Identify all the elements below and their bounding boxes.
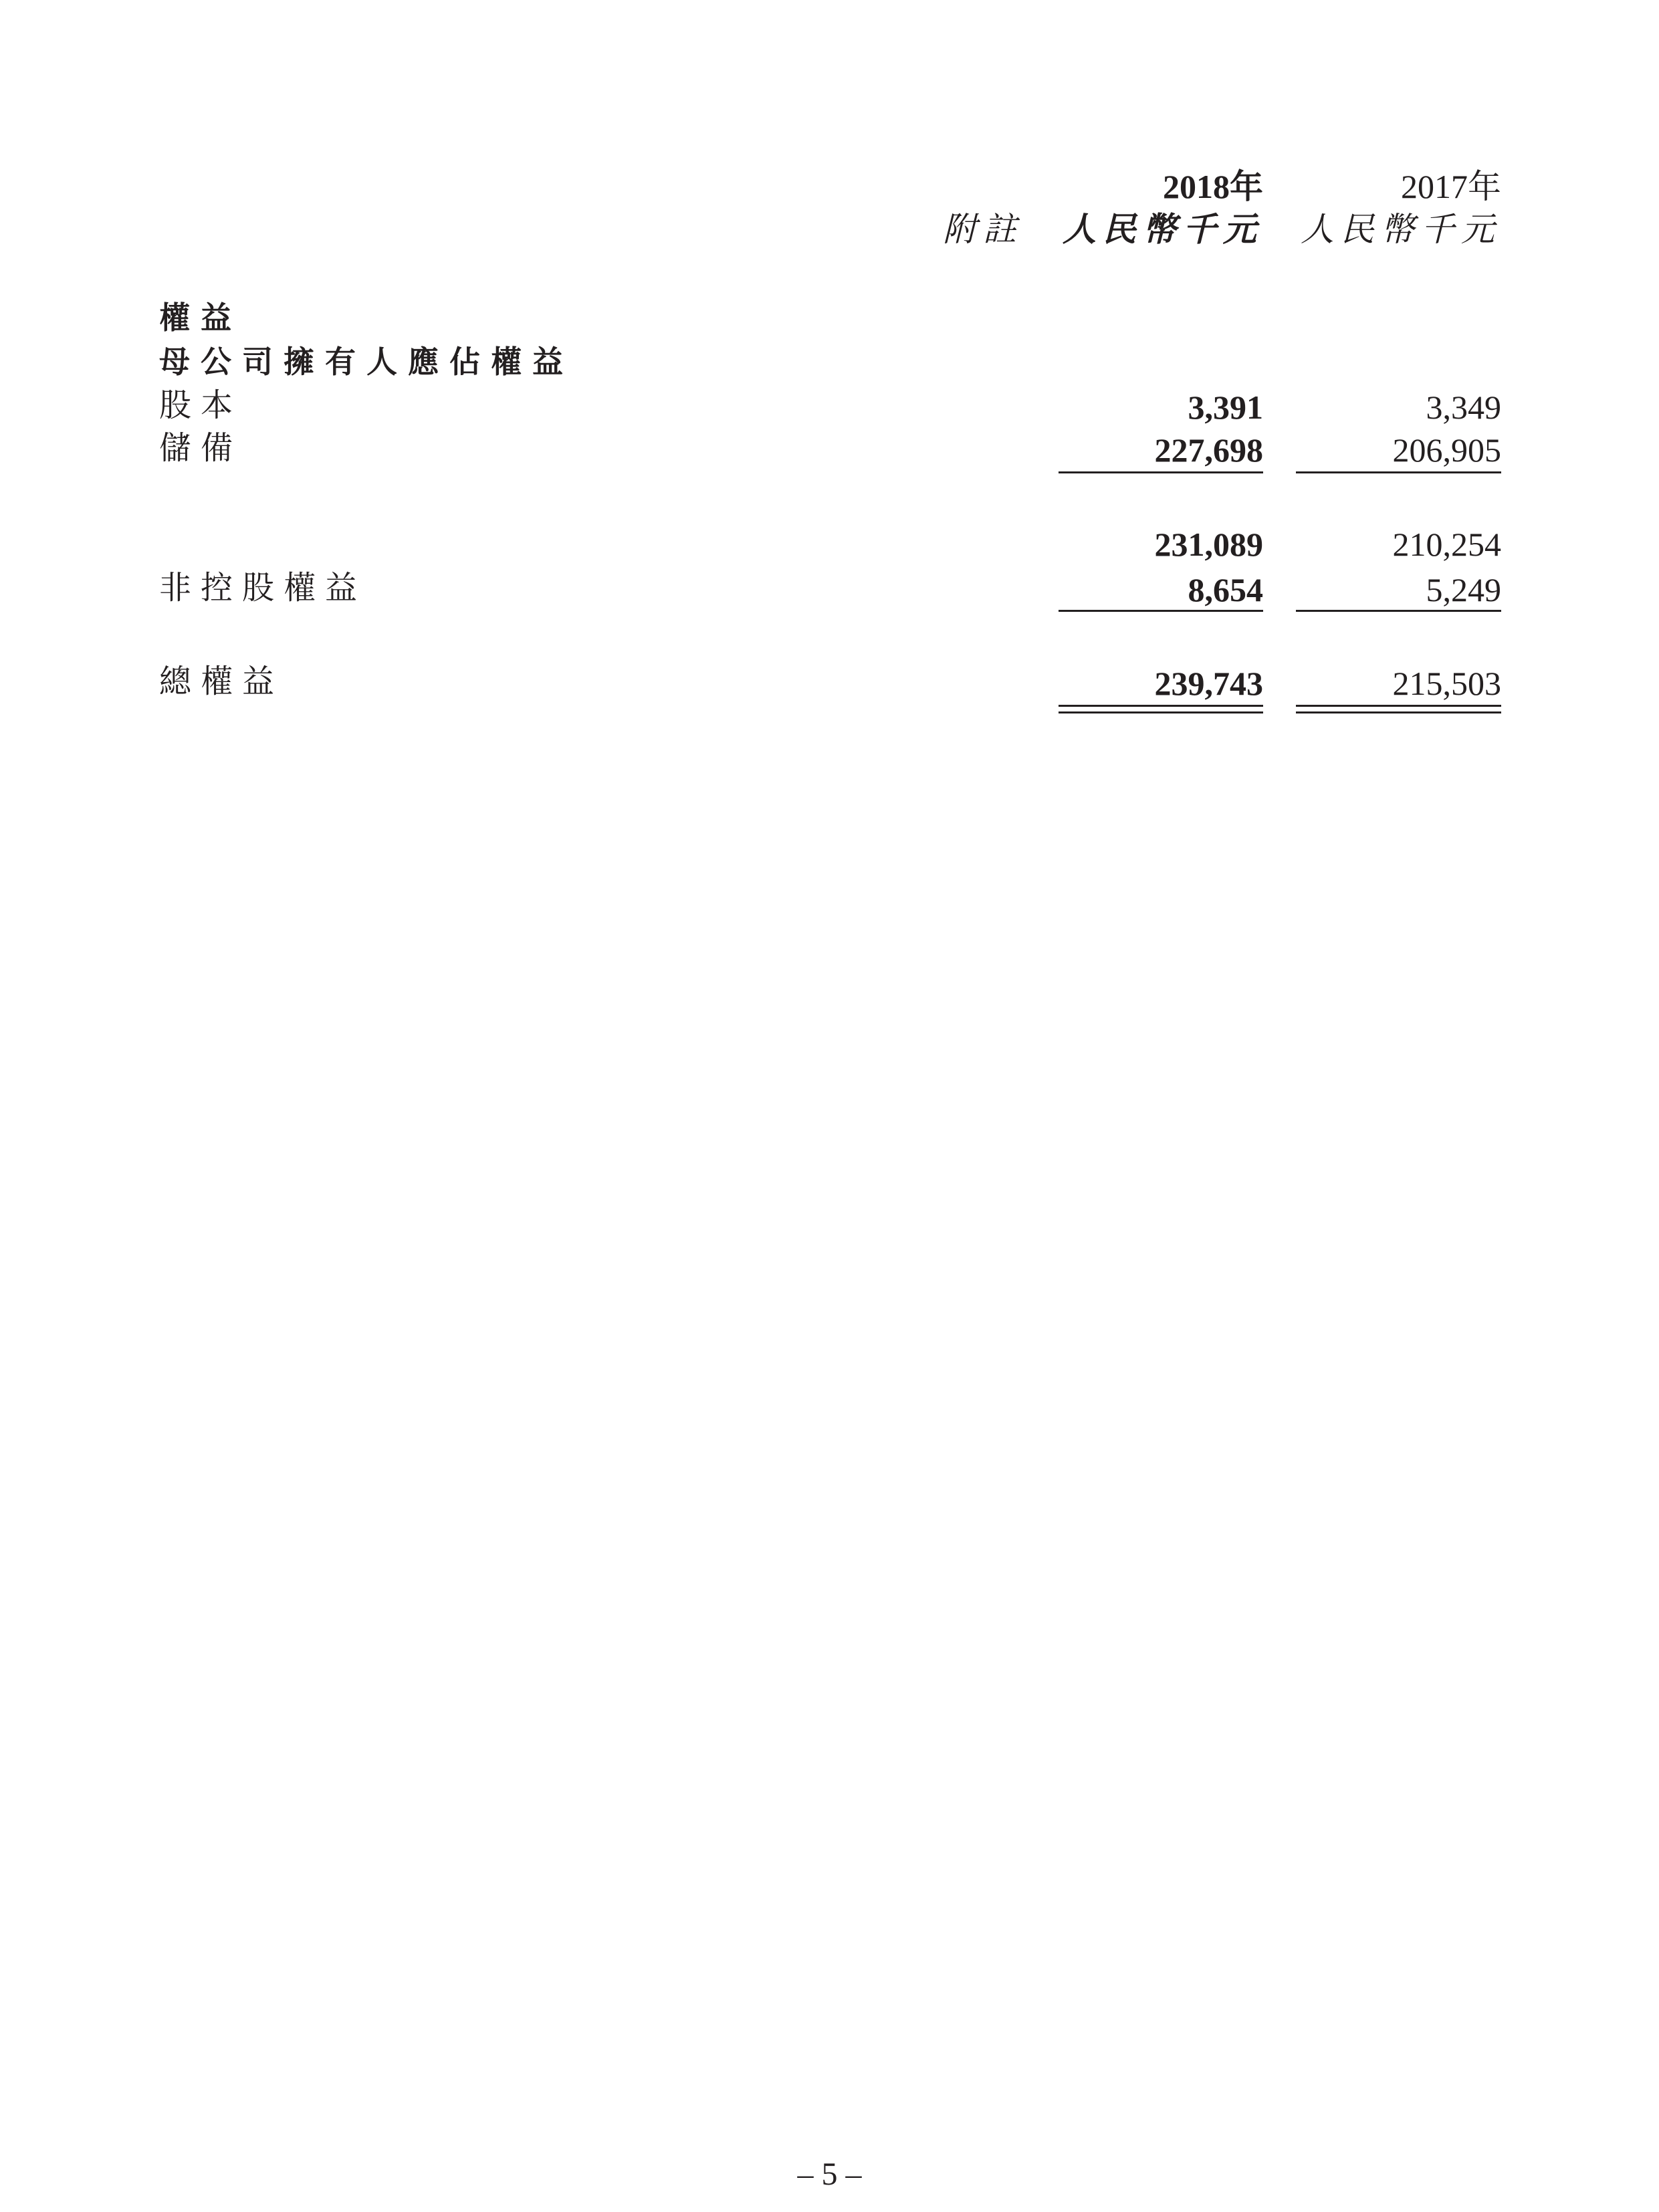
value-prior-reserves: 206,905	[1392, 431, 1501, 469]
equity-heading: 權益	[159, 300, 242, 336]
value-current-subtotal: 231,089	[1154, 526, 1263, 563]
value-current-non-controlling-interests: 8,654	[1188, 571, 1263, 609]
value-current-total-equity: 239,743	[1154, 665, 1263, 702]
row-label-non-controlling-interests: 非控股權益	[159, 570, 367, 606]
notes-header: 附註	[943, 211, 1023, 248]
double-rule-prior-bottom	[1296, 711, 1501, 713]
value-prior-non-controlling-interests: 5,249	[1426, 571, 1501, 609]
double-rule-current-top	[1059, 705, 1263, 707]
year-prior-header: 2017年	[1401, 168, 1501, 205]
value-prior-share-capital: 3,349	[1426, 389, 1501, 426]
total-rule-current	[1059, 610, 1263, 612]
value-prior-total-equity: 215,503	[1392, 665, 1501, 702]
row-label-reserves: 儲備	[159, 431, 243, 466]
page-number: – 5 –	[797, 2156, 862, 2192]
value-prior-subtotal: 210,254	[1392, 526, 1501, 563]
subtotal-rule-current	[1059, 471, 1263, 473]
double-rule-current-bottom	[1059, 711, 1263, 713]
owners-equity-heading: 母公司擁有人應佔權益	[159, 344, 574, 380]
double-rule-prior-top	[1296, 705, 1501, 707]
unit-prior-header: 人民幣千元	[1301, 211, 1501, 248]
subtotal-rule-prior	[1296, 471, 1501, 473]
value-current-reserves: 227,698	[1154, 431, 1263, 469]
value-current-share-capital: 3,391	[1188, 389, 1263, 426]
year-current-header: 2018年	[1163, 168, 1263, 205]
unit-current-header: 人民幣千元	[1063, 211, 1263, 248]
row-label-share-capital: 股本	[159, 388, 243, 423]
row-label-total-equity: 總權益	[159, 664, 284, 699]
total-rule-prior	[1296, 610, 1501, 612]
